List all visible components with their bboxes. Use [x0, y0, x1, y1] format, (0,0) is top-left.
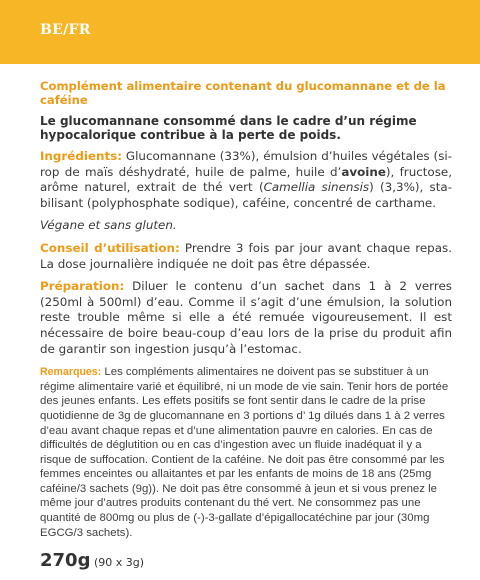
language-label: BE/FR [40, 22, 91, 38]
health-claim: Le glucomannane consommé dans le cadre d’un régime hypocalorique contribue à la perte de poids. [40, 114, 417, 142]
latin-name: Camellia sinensis [263, 180, 370, 195]
net-weight-detail: (90 x 3g) [90, 556, 145, 570]
ingredients-text-1: Glucomannane (33%), émulsion d’huiles végétales (sirop de maïs déshydraté, huile de palme, huile d’ [40, 149, 452, 179]
usage-section [40, 241, 452, 272]
preparation-text: Diluer le contenu d’un sachet dans 1 à 2 verres (250ml à 500ml) d’eau. Comme il s’agit d’une émulsion, la solution reste trouble même si elle a été remuée vigoureusement. Il est nécessaire de boire beau-coup d’eau lors de la prise du produit afin de garantir son ingestion jusqu’à l’estomac. [40, 279, 452, 356]
remarks-label: Remarques: [40, 366, 102, 379]
allergen-oat: avoine [341, 164, 386, 179]
net-weight [40, 550, 452, 571]
preparation-label: Préparation: [40, 279, 125, 294]
remarks-text: Les compléments alimentaires ne doivent pas se substituer à un régime alimentaire varié et équilibré, ni un mode de vie sain. Tenir hors de portée des jeunes enfants. Les effets positifs se font sentir dans le cadre de la prise quotidienne de 3g de glucomannane en 3 portions d’ 1g dilués dans 1 à 2 verres d’eau avant chaque repas et d’une alimentation pauvre en calories. En cas de difficultés de déglutition ou en cas d’ingestion avec un fluide inadéquat il y a risque de suffocation. Contient de la caféine. Ne doit pas être consommé par les femmes enceintes ou allaitantes et par les enfants de moins de 18 ans (25mg caféine/3 sachets (9g)). Ne doit pas être consommé à jeun et si vous prenez le même jour d’autres produits contenant du thé vert. Ne consommez pas une quantité de 800mg ou plus de (-)-3-gallate d’épigallocatéchine par jour (30mg EGCG/3 sachets). [40, 366, 449, 539]
preparation-section [40, 279, 452, 357]
vegan-statement: Végane et sans gluten. [40, 218, 177, 233]
ingredients-section [40, 149, 452, 211]
language-band [0, 0, 480, 64]
label-content [40, 80, 452, 571]
net-weight-main: 270g [40, 550, 91, 572]
ingredients-text-2: ), fructose, arôme naturel, extrait de thé vert ( [40, 164, 453, 195]
ingredients-label: Ingrédients: [40, 149, 122, 163]
remarks-section [40, 365, 452, 540]
usage-text: Prendre 3 fois par jour avant chaque repas. La dose journalière indiquée ne doit pas être dépassée. [40, 240, 452, 271]
ingredients-text-3: ) (3,3%), stabilisant (polyphosphate sodique), caféine, concentré de carthame. [40, 180, 452, 210]
product-title: Complément alimentaire contenant du glucomannane et de la caféine [40, 79, 446, 107]
usage-label: Conseil d’utilisation: [40, 240, 180, 255]
